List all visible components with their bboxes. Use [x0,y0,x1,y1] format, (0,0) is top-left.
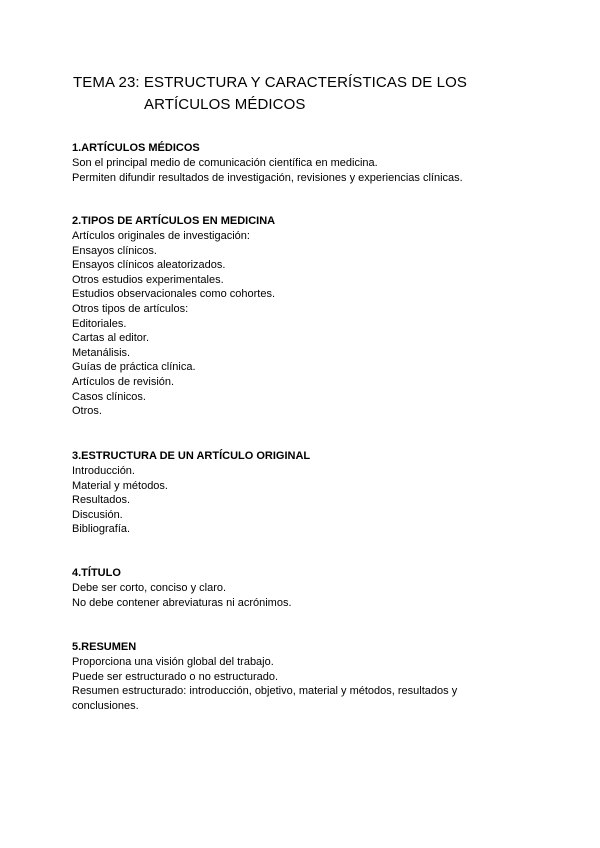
list-item: Debe ser corto, conciso y claro. [72,582,227,594]
section-estructura-articulo-original [72,449,542,537]
section-heading: 5.RESUMEN [72,641,137,653]
section-articulos-medicos [72,141,542,185]
list-item: Permiten difundir resultados de investigación, revisiones y experiencias clínicas. [72,171,463,184]
section-heading: 2.TIPOS DE ARTÍCULOS EN MEDICINA [72,215,276,227]
list-item: Discusión. [72,508,123,521]
list-item: Guías de práctica clínica. [72,361,196,374]
list-item: Bibliografía. [72,523,131,536]
section-titulo [72,566,542,610]
list-item: Introducción. [72,465,135,477]
section-list [72,464,542,537]
document-title-line-2: ARTÍCULOS MÉDICOS [144,96,306,113]
list-item: Resumen estructurado: introducción, objetivo, material y métodos, resultados y conclusiones. [72,685,458,712]
list-item: Estudios observacionales como cohortes. [72,288,275,301]
document-title-line-1: TEMA 23: ESTRUCTURA Y CARACTERÍSTICAS DE LOS [73,74,467,91]
list-item: Cartas al editor. [72,332,150,345]
section-list [72,655,542,713]
list-item: Son el principal medio de comunicación científica en medicina. [72,157,378,169]
section-tipos-de-articulos [72,214,542,419]
list-item: Proporciona una visión global del trabajo. [72,656,274,668]
list-item: Casos clínicos. [72,390,146,403]
section-heading: 4.TÍTULO [72,567,121,579]
list-item: Artículos de revisión. [72,375,175,388]
list-item: Otros tipos de artículos: [72,302,189,315]
list-item: Puede ser estructurado o no estructurado. [72,670,279,683]
section-resumen [72,640,542,713]
list-item: Resultados. [72,494,131,507]
section-heading: 3.ESTRUCTURA DE UN ARTÍCULO ORIGINAL [72,450,311,462]
section-list [72,156,542,185]
section-list [72,581,542,610]
list-item: No debe contener abreviaturas ni acrónimos. [72,596,292,609]
document-title [73,72,467,116]
list-item: Editoriales. [72,317,127,330]
list-item: Metanálisis. [72,346,131,359]
section-heading: 1.ARTÍCULOS MÉDICOS [72,142,200,154]
list-item: Ensayos clínicos aleatorizados. [72,259,226,272]
list-item: Otros. [72,405,102,418]
list-item: Otros estudios experimentales. [72,273,224,286]
section-list [72,229,542,419]
list-item: Ensayos clínicos. [72,244,157,257]
list-item: Material y métodos. [72,479,168,492]
list-item: Artículos originales de investigación: [72,230,250,242]
